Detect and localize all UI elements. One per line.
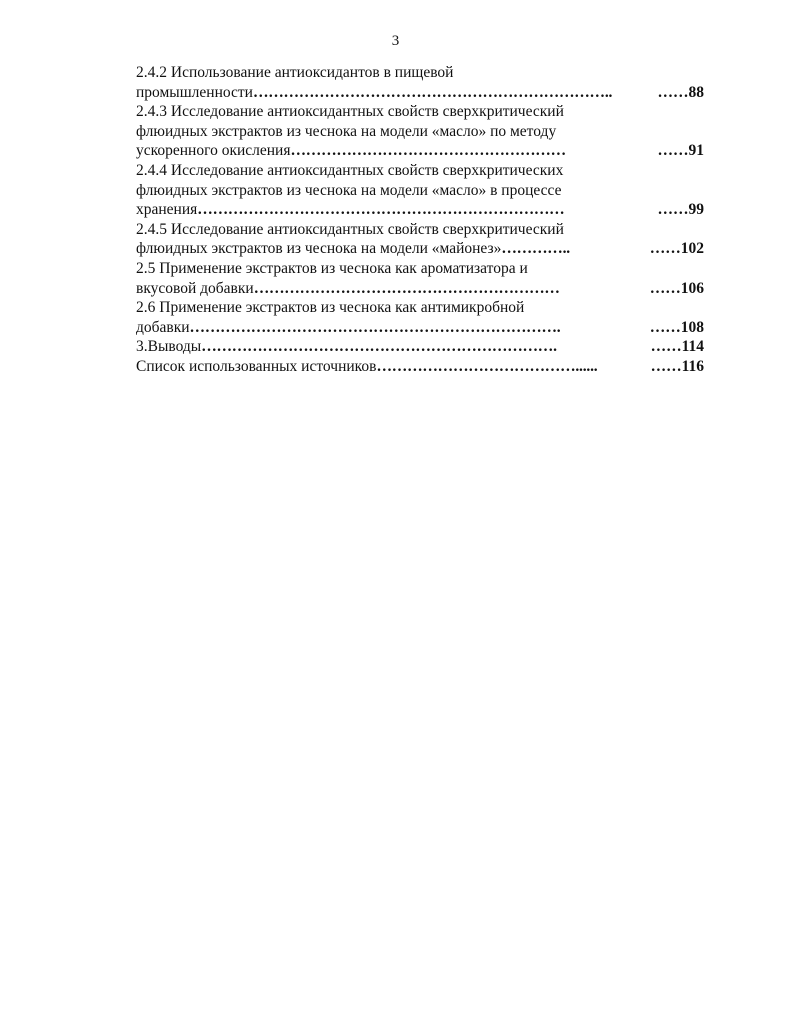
toc-entry-last-text: флюидных экстрактов из чеснока на модели «майонез» (136, 240, 502, 258)
toc-entry-last-line (136, 200, 627, 220)
toc-entry-line: 2.4.5 Исследование антиоксидантных свойств сверхкритический (136, 220, 564, 238)
toc-entry[interactable] (136, 259, 704, 298)
toc-leader-dots: ……………………………………………………………… (197, 201, 565, 219)
toc-entry-last-text: промышленности (136, 83, 253, 101)
toc-entry-last-line (136, 318, 627, 338)
toc-leader-dots: …………………………………...... (376, 357, 598, 375)
page-number: 3 (391, 33, 400, 49)
toc-entry-title (136, 161, 627, 220)
toc-entry-last-line (136, 279, 627, 299)
toc-entry-title (136, 298, 627, 337)
toc-entry-line: 2.5 Применение экстрактов из чеснока как ароматизатора и (136, 259, 528, 277)
toc-entry-last-line (136, 239, 627, 259)
table-of-contents (136, 63, 704, 377)
toc-page-number: ……99 (657, 201, 704, 219)
toc-entry[interactable] (136, 161, 704, 220)
toc-entry-last-text: вкусовой добавки (136, 279, 254, 297)
toc-page-number: ……102 (649, 240, 704, 258)
toc-leader-dots: ……………………………………………………………. (201, 338, 557, 356)
toc-entry-last-line (136, 337, 627, 357)
toc-entry-title (136, 63, 627, 102)
toc-entry-last-text: ускоренного окисления (136, 142, 291, 160)
toc-entry-last-line (136, 357, 627, 377)
toc-page-number: ……108 (649, 318, 704, 336)
toc-page-number: ……116 (650, 357, 704, 375)
toc-entry[interactable] (136, 102, 704, 161)
toc-entry-title (136, 102, 627, 161)
toc-entry-title (136, 220, 627, 259)
toc-entry-line: 2.4.4 Исследование антиоксидантных свойств сверхкритических (136, 161, 564, 179)
toc-entry[interactable] (136, 298, 704, 337)
toc-leader-dots: ………………………………………………………………. (189, 318, 561, 336)
toc-entry[interactable] (136, 63, 704, 102)
toc-entry-line: 2.4.3 Исследование антиоксидантных свойств сверхкритический (136, 103, 564, 121)
toc-entry-last-text: 3.Выводы (136, 338, 202, 356)
toc-entry-last-text: добавки (136, 318, 190, 336)
toc-entry-title (136, 337, 627, 357)
toc-page-number: ……106 (649, 279, 704, 297)
toc-page-number: ……88 (657, 83, 704, 101)
toc-leader-dots: ………….. (501, 240, 570, 258)
toc-entry-last-text: хранения (136, 201, 198, 219)
toc-leader-dots: ……………………………………………… (290, 142, 566, 160)
toc-entry-last-line (136, 83, 627, 103)
toc-page-number: ……91 (657, 142, 704, 160)
toc-entry-line: флюидных экстрактов из чеснока на модели «масло» по методу (136, 122, 557, 140)
toc-leader-dots: …………………………………………………………….. (252, 83, 613, 101)
toc-entry-line: флюидных экстрактов из чеснока на модели «масло» в процессе (136, 181, 562, 199)
toc-leader-dots: …………………………………………………… (253, 279, 560, 297)
toc-entry[interactable] (136, 337, 704, 357)
toc-entry-line: 2.6 Применение экстрактов из чеснока как антимикробной (136, 299, 525, 317)
toc-entry[interactable] (136, 220, 704, 259)
toc-entry-title (136, 357, 627, 377)
toc-entry-last-text: Список использованных источников (136, 357, 377, 375)
toc-entry-line: 2.4.2 Использование антиоксидантов в пищевой (136, 64, 454, 81)
toc-entry-title (136, 259, 627, 298)
toc-entry[interactable] (136, 357, 704, 377)
toc-entry-last-line (136, 141, 627, 161)
toc-page-number: ……114 (650, 338, 704, 356)
